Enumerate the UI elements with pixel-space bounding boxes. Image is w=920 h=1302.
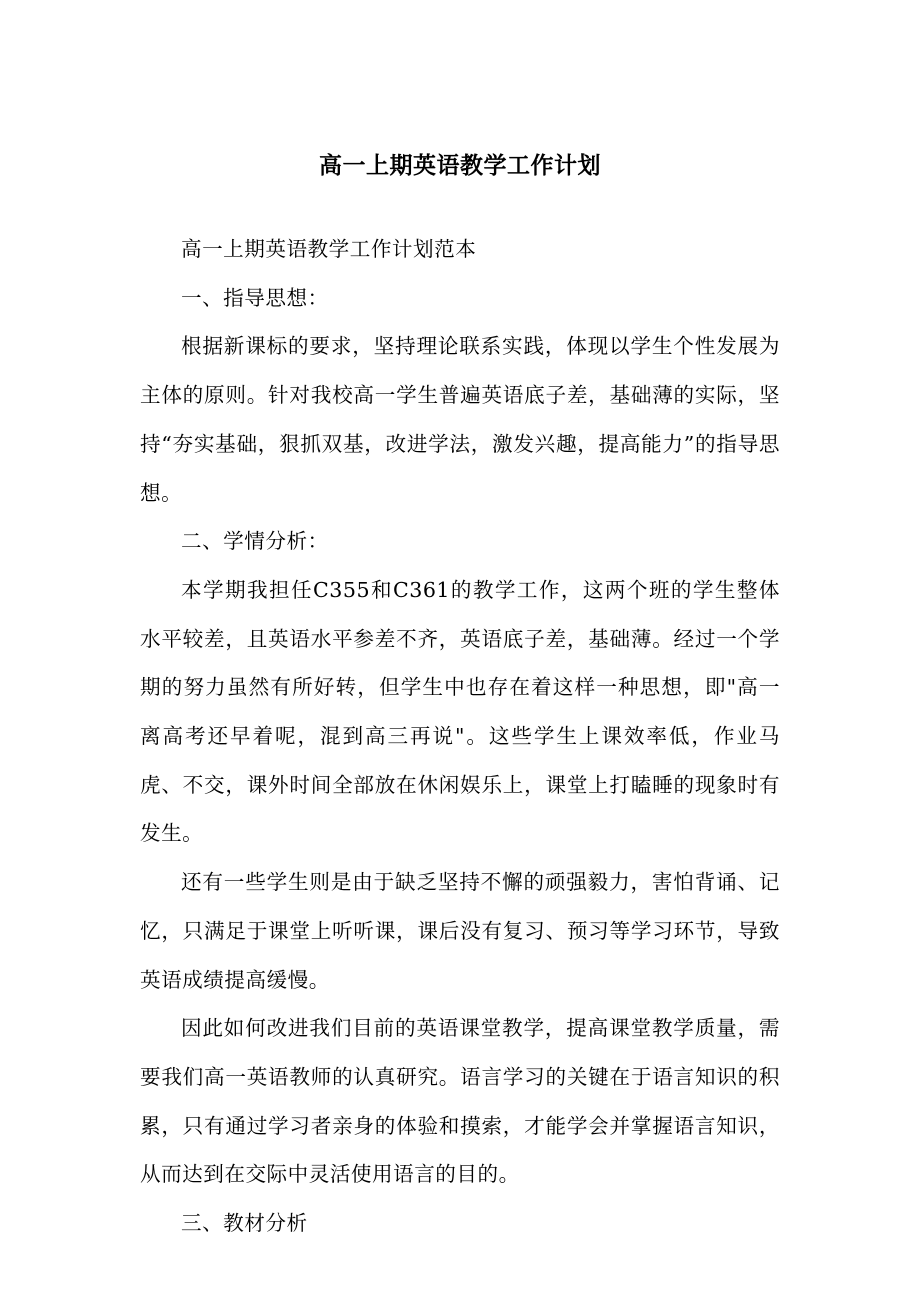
paragraph-student-analysis-1: 本学期我担任C355和C361的教学工作，这两个班的学生整体水平较差，且英语水平参差不齐，英语底子差，基础薄。经过一个学期的努力虽然有所好转，但学生中也存在着这样一种思想，即"高一离高考还早着呢，混到高三再说"。这些学生上课效率低，作业马虎、不交，课外时间全部放在休闲娱乐上，课堂上打瞌睡的现象时有发生。: [140, 577, 780, 846]
document-title: 高一上期英语教学工作计划: [319, 153, 601, 179]
section-heading-guiding-ideology: 一、指导思想：: [181, 285, 329, 310]
section-heading-textbook-analysis: 三、教材分析: [181, 1211, 308, 1236]
paragraph-guiding-ideology: 根据新课标的要求，坚持理论联系实践，体现以学生个性发展为主体的原则。针对我校高一学生普遍英语底子差，基础薄的实际，坚持“夯实基础，狠抓双基，改进学法，激发兴趣，提高能力”的指导思想。: [140, 334, 780, 505]
paragraph-student-analysis-2: 还有一些学生则是由于缺乏坚持不懈的顽强毅力，害怕背诵、记忆，只满足于课堂上听听课，课后没有复习、预习等学习环节，导致英语成绩提高缓慢。: [140, 870, 780, 992]
paragraph-subtitle: 高一上期英语教学工作计划范本: [181, 237, 477, 261]
section-heading-student-analysis: 二、学情分析：: [181, 529, 329, 554]
document-body: [140, 225, 780, 1248]
paragraph-student-analysis-3: 因此如何改进我们目前的英语课堂教学，提高课堂教学质量，需要我们高一英语教师的认真研究。语言学习的关键在于语言知识的积累，只有通过学习者亲身的体验和摸索，才能学会并掌握语言知识，从而达到在交际中灵活使用语言的目的。: [140, 1016, 780, 1187]
